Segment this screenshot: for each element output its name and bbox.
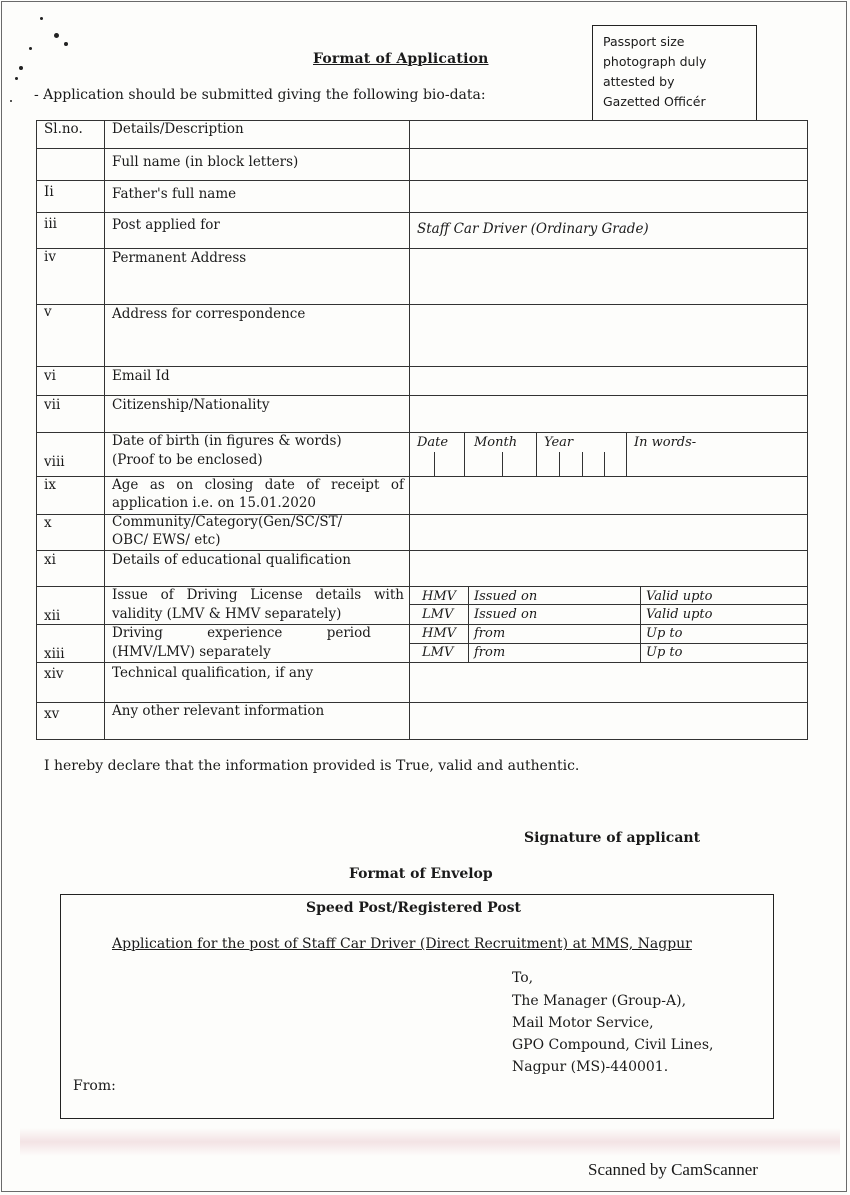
experience-to: Up to	[646, 645, 683, 660]
row-label: application i.e. on 15.01.2020	[112, 495, 317, 511]
table-line	[36, 304, 807, 305]
row-label: Driving experience period	[112, 625, 371, 641]
row-number: xii	[44, 608, 61, 624]
table-line	[36, 739, 807, 740]
scan-speck	[29, 47, 32, 50]
scan-speck	[40, 17, 43, 20]
row-number: xiv	[44, 666, 64, 682]
photo-box-line: Passport size	[603, 34, 685, 49]
table-line	[604, 452, 605, 476]
scan-speck	[19, 66, 23, 70]
row-label: Full name (in block letters)	[112, 154, 299, 170]
scan-shadow	[20, 1128, 840, 1156]
scan-speck	[10, 100, 12, 102]
address-line: The Manager (Group-A),	[512, 993, 687, 1009]
table-line	[434, 452, 435, 476]
row-number: xv	[44, 706, 60, 722]
table-line	[104, 120, 105, 740]
dob-date-label: Date	[417, 435, 449, 450]
row-label: Details of educational qualification	[112, 552, 351, 568]
table-line	[36, 550, 807, 551]
row-label: Issue of Driving License details with	[112, 587, 404, 603]
scan-speck	[15, 77, 18, 80]
scanner-watermark: Scanned by CamScanner	[588, 1160, 758, 1179]
row-label: Permanent Address	[112, 250, 247, 266]
table-line	[807, 120, 808, 740]
envelope-format-heading: Format of Envelop	[349, 866, 493, 882]
table-line	[502, 452, 503, 476]
from-label: From:	[73, 1078, 116, 1094]
row-number: v	[44, 304, 52, 320]
experience-from: from	[474, 645, 506, 660]
row-label: Community/Category(Gen/SC/ST/	[112, 514, 343, 530]
photo-box-line: Gazetted Officér	[603, 94, 706, 109]
license-type: LMV	[422, 607, 454, 622]
row-number: ix	[44, 477, 56, 493]
address-line: To,	[512, 970, 534, 986]
col-header-no: Sl.no.	[44, 121, 83, 137]
address-line: GPO Compound, Civil Lines,	[512, 1037, 714, 1053]
scan-speck	[54, 33, 59, 38]
table-line	[582, 452, 583, 476]
row-label: OBC/ EWS/ etc)	[112, 532, 221, 548]
photo-box-line: photograph duly	[603, 54, 707, 69]
photo-box	[592, 25, 757, 121]
bio-data-table	[36, 120, 807, 740]
row-number: Ii	[44, 184, 54, 200]
table-line	[409, 120, 410, 740]
table-line	[536, 432, 537, 476]
page-title: Format of Application	[313, 51, 489, 67]
row-label: Date of birth (in figures & words)	[112, 433, 342, 449]
table-line	[640, 586, 641, 662]
license-type: HMV	[422, 589, 457, 604]
experience-from: from	[474, 626, 506, 641]
table-line	[626, 432, 627, 476]
table-line	[468, 586, 469, 662]
row-label: Post applied for	[112, 217, 220, 233]
table-line	[36, 248, 807, 249]
row-number: iii	[44, 216, 57, 232]
envelope-subject: Application for the post of Staff Car Driver (Direct Recruitment) at MMS, Nagpur	[112, 936, 692, 952]
row-number: vii	[44, 397, 61, 413]
table-line	[36, 366, 807, 367]
declaration-text: I hereby declare that the information provided is True, valid and authentic.	[44, 758, 580, 774]
envelope-heading: Speed Post/Registered Post	[306, 900, 522, 916]
scan-speck	[64, 42, 68, 46]
license-issued: Issued on	[474, 607, 538, 622]
row-number: xi	[44, 552, 56, 568]
row-number: iv	[44, 249, 56, 265]
row-label: validity (LMV & HMV separately)	[112, 606, 342, 622]
dob-words-label: In words-	[634, 435, 697, 450]
dob-year-label: Year	[544, 435, 574, 450]
experience-to: Up to	[646, 626, 683, 641]
license-valid: Valid upto	[646, 607, 713, 622]
signature-label: Signature of applicant	[524, 830, 701, 846]
address-line: Mail Motor Service,	[512, 1015, 654, 1031]
license-valid: Valid upto	[646, 589, 713, 604]
row-number: xiii	[44, 646, 65, 662]
row-label: Email Id	[112, 368, 170, 384]
address-line: Nagpur (MS)-440001.	[512, 1059, 669, 1075]
table-line	[464, 432, 465, 476]
table-line	[36, 395, 807, 396]
table-line	[36, 120, 37, 740]
row-number: viii	[44, 454, 65, 470]
dob-month-label: Month	[474, 435, 518, 450]
row-number: x	[44, 515, 52, 531]
row-label: Any other relevant information	[112, 703, 325, 719]
row-label: Father's full name	[112, 186, 237, 202]
row-label: Citizenship/Nationality	[112, 397, 270, 413]
row-label: (Proof to be enclosed)	[112, 452, 263, 468]
license-issued: Issued on	[474, 589, 538, 604]
row-number: vi	[44, 368, 56, 384]
experience-type: HMV	[422, 626, 457, 641]
photo-box-line: attested by	[603, 74, 675, 89]
table-line	[559, 452, 560, 476]
row-label: Age as on closing date of receipt of	[112, 477, 404, 493]
col-header-details: Details/Description	[112, 121, 244, 137]
table-line	[36, 662, 807, 663]
experience-type: LMV	[422, 645, 454, 660]
table-line	[36, 180, 807, 181]
row-label: Address for correspondence	[112, 306, 306, 322]
post-applied-value: Staff Car Driver (Ordinary Grade)	[417, 221, 649, 237]
table-line	[36, 212, 807, 213]
intro-text: - Application should be submitted giving the following bio-data:	[34, 87, 486, 103]
row-label: Technical qualification, if any	[112, 665, 314, 681]
row-label: (HMV/LMV) separately	[112, 644, 271, 660]
table-line	[36, 148, 807, 149]
